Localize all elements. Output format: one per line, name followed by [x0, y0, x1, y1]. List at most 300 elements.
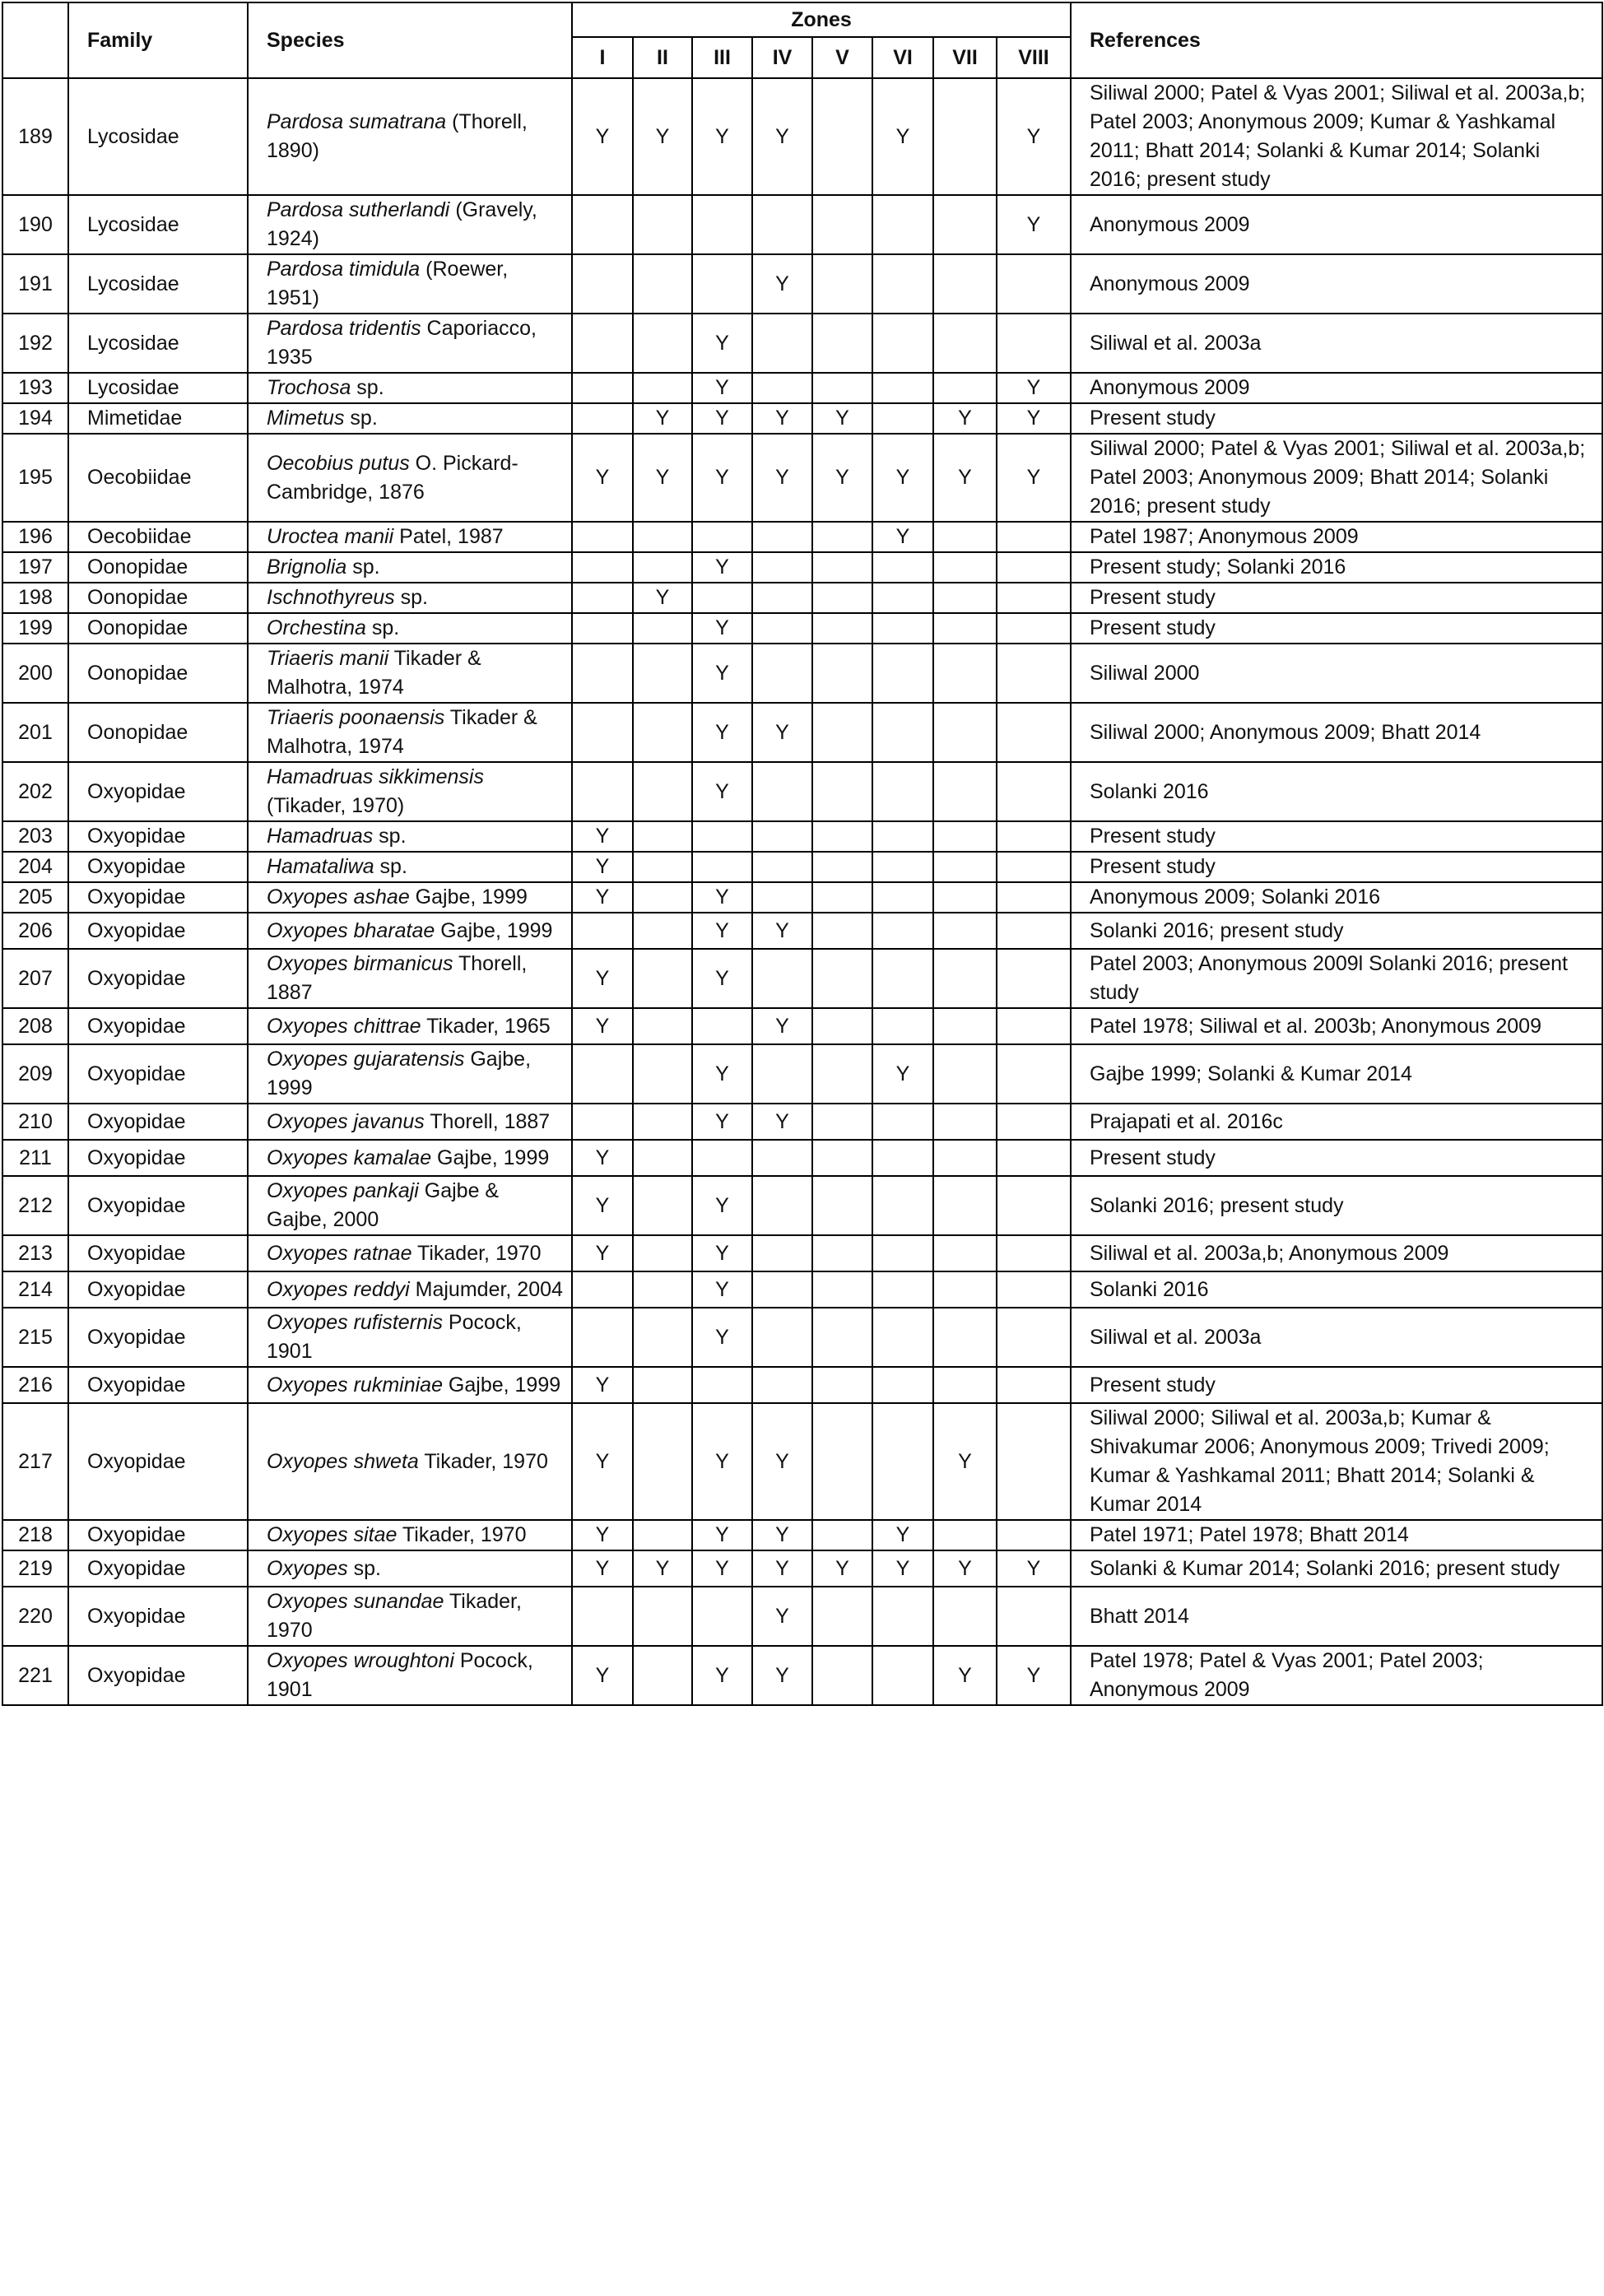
zone-cell-2: [633, 1104, 692, 1140]
family-cell: Oxyopidae: [68, 1308, 248, 1367]
family-cell: Oxyopidae: [68, 1008, 248, 1044]
zone-cell-7: [933, 1176, 997, 1235]
species-authority: Gajbe, 1999: [442, 1373, 561, 1397]
table-row: [2, 1403, 1602, 1520]
species-authority: Tikader & Malhotra, 1974: [267, 647, 481, 699]
table-row: [2, 1104, 1602, 1140]
header-zone-5: V: [812, 37, 872, 78]
zone-cell-2: [633, 1008, 692, 1044]
references-cell: Siliwal 2000: [1071, 644, 1602, 703]
references-cell: Siliwal 2000; Anonymous 2009; Bhatt 2014: [1071, 703, 1602, 762]
zone-cell-5: [812, 314, 872, 373]
species-table: [2, 2, 1603, 1706]
zone-cell-5: [812, 1176, 872, 1235]
zone-cell-5: [812, 1587, 872, 1646]
species-cell: [248, 1235, 572, 1271]
zone-cell-7: [933, 762, 997, 821]
zone-cell-6: Y: [872, 78, 933, 195]
zone-cell-7: Y: [933, 403, 997, 434]
zone-cell-8: [997, 1104, 1071, 1140]
table-row: [2, 703, 1602, 762]
zone-cell-6: [872, 913, 933, 949]
zone-cell-3: Y: [692, 613, 752, 644]
zone-cell-7: [933, 852, 997, 882]
species-name: Oxyopes kamalae: [267, 1146, 432, 1169]
species-authority: sp.: [394, 586, 428, 609]
zone-cell-1: [572, 1587, 633, 1646]
zone-cell-7: [933, 254, 997, 314]
zone-cell-8: [997, 1271, 1071, 1308]
family-cell: Lycosidae: [68, 314, 248, 373]
header-family: Family: [68, 2, 248, 78]
references-cell: Anonymous 2009; Solanki 2016: [1071, 882, 1602, 913]
zone-cell-7: Y: [933, 1646, 997, 1705]
row-number: 190: [2, 195, 68, 254]
zone-cell-3: Y: [692, 644, 752, 703]
zone-cell-7: [933, 703, 997, 762]
species-name: Uroctea manii: [267, 525, 394, 548]
species-authority: Gajbe, 1999: [409, 885, 528, 909]
zone-cell-2: Y: [633, 583, 692, 613]
zone-cell-5: [812, 552, 872, 583]
zone-cell-6: Y: [872, 1550, 933, 1587]
zone-cell-3: Y: [692, 1104, 752, 1140]
species-authority: sp.: [346, 555, 380, 579]
species-authority: Gajbe, 1999: [431, 1146, 550, 1169]
species-authority: Gajbe & Gajbe, 2000: [267, 1179, 500, 1231]
species-cell: [248, 434, 572, 522]
zone-cell-8: [997, 254, 1071, 314]
zone-cell-3: Y: [692, 913, 752, 949]
zone-cell-5: Y: [812, 1550, 872, 1587]
species-authority: (Tikader, 1970): [267, 794, 405, 817]
family-cell: Oxyopidae: [68, 1176, 248, 1235]
zone-cell-2: [633, 1308, 692, 1367]
table-row: [2, 1008, 1602, 1044]
zone-cell-2: [633, 1587, 692, 1646]
species-name: Oxyopes rufisternis: [267, 1311, 443, 1334]
species-name: Oxyopes sitae: [267, 1523, 398, 1546]
zone-cell-2: [633, 373, 692, 403]
zone-cell-2: [633, 1520, 692, 1550]
zone-cell-6: Y: [872, 1044, 933, 1104]
references-cell: Gajbe 1999; Solanki & Kumar 2014: [1071, 1044, 1602, 1104]
zone-cell-3: [692, 1587, 752, 1646]
zone-cell-8: [997, 1587, 1071, 1646]
zone-cell-7: [933, 78, 997, 195]
family-cell: Oonopidae: [68, 613, 248, 644]
row-number: 197: [2, 552, 68, 583]
zone-cell-6: [872, 552, 933, 583]
references-cell: Present study: [1071, 821, 1602, 852]
zone-cell-8: [997, 821, 1071, 852]
zone-cell-5: [812, 195, 872, 254]
row-number: 204: [2, 852, 68, 882]
zone-cell-5: [812, 1271, 872, 1308]
header-zone-1: I: [572, 37, 633, 78]
zone-cell-1: Y: [572, 1646, 633, 1705]
zone-cell-8: [997, 1235, 1071, 1271]
species-name: Pardosa timidula: [267, 258, 421, 281]
zone-cell-1: Y: [572, 1235, 633, 1271]
zone-cell-3: [692, 1367, 752, 1403]
zone-cell-2: [633, 1140, 692, 1176]
zone-cell-6: [872, 1104, 933, 1140]
references-cell: Siliwal 2000; Siliwal et al. 2003a,b; Kumar & Shivakumar 2006; Anonymous 2009; Trivedi 2009; Kumar & Yashkamal 2011; Bhatt 2014; Solanki & Kumar 2014: [1071, 1403, 1602, 1520]
species-name: Oxyopes shweta: [267, 1449, 419, 1473]
zone-cell-3: Y: [692, 1403, 752, 1520]
family-cell: Oxyopidae: [68, 762, 248, 821]
header-references: References: [1071, 2, 1602, 78]
species-authority: (Gravely, 1924): [267, 198, 537, 250]
species-cell: [248, 254, 572, 314]
zone-cell-5: [812, 1403, 872, 1520]
zone-cell-2: [633, 613, 692, 644]
family-cell: Lycosidae: [68, 254, 248, 314]
table-row: [2, 195, 1602, 254]
references-cell: Solanki 2016; present study: [1071, 913, 1602, 949]
species-name: Oxyopes pankaji: [267, 1179, 419, 1202]
header-zone-8: VIII: [997, 37, 1071, 78]
row-number: 219: [2, 1550, 68, 1587]
species-cell: [248, 583, 572, 613]
zone-cell-4: Y: [752, 434, 812, 522]
zone-cell-4: Y: [752, 403, 812, 434]
table-row: [2, 1367, 1602, 1403]
zone-cell-3: Y: [692, 1308, 752, 1367]
species-cell: [248, 1271, 572, 1308]
zone-cell-2: Y: [633, 1550, 692, 1587]
zone-cell-1: Y: [572, 1403, 633, 1520]
species-cell: [248, 1176, 572, 1235]
zone-cell-3: [692, 821, 752, 852]
zone-cell-1: [572, 644, 633, 703]
zone-cell-2: [633, 703, 692, 762]
species-authority: Tikader, 1970: [411, 1241, 542, 1265]
table-row: [2, 644, 1602, 703]
zone-cell-3: Y: [692, 434, 752, 522]
zone-cell-4: [752, 373, 812, 403]
zone-cell-6: [872, 1308, 933, 1367]
zone-cell-5: [812, 1367, 872, 1403]
zone-cell-5: [812, 821, 872, 852]
species-authority: O. Pickard-Cambridge, 1876: [267, 451, 518, 504]
species-authority: Patel, 1987: [393, 525, 504, 548]
zone-cell-5: [812, 762, 872, 821]
zone-cell-5: [812, 254, 872, 314]
zone-cell-1: [572, 1271, 633, 1308]
header-row: [2, 2, 1602, 37]
zone-cell-1: Y: [572, 821, 633, 852]
species-cell: [248, 78, 572, 195]
table-row: [2, 1271, 1602, 1308]
species-authority: sp.: [351, 376, 384, 399]
zone-cell-6: [872, 195, 933, 254]
zone-cell-8: Y: [997, 434, 1071, 522]
zone-cell-4: [752, 522, 812, 552]
zone-cell-1: Y: [572, 882, 633, 913]
family-cell: Oxyopidae: [68, 1235, 248, 1271]
zone-cell-8: [997, 552, 1071, 583]
family-cell: Oonopidae: [68, 583, 248, 613]
zone-cell-6: [872, 852, 933, 882]
references-cell: Anonymous 2009: [1071, 373, 1602, 403]
species-name: Oxyopes sunandae: [267, 1590, 444, 1613]
zone-cell-8: [997, 1520, 1071, 1550]
zone-cell-4: [752, 1044, 812, 1104]
zone-cell-3: Y: [692, 552, 752, 583]
table-row: [2, 852, 1602, 882]
zone-cell-2: [633, 821, 692, 852]
species-authority: Pocock, 1901: [267, 1311, 522, 1363]
zone-cell-6: [872, 1403, 933, 1520]
row-number: 207: [2, 949, 68, 1008]
zone-cell-6: [872, 583, 933, 613]
zone-cell-8: Y: [997, 195, 1071, 254]
references-cell: Solanki & Kumar 2014; Solanki 2016; present study: [1071, 1550, 1602, 1587]
zone-cell-7: Y: [933, 1550, 997, 1587]
zone-cell-8: [997, 1403, 1071, 1520]
zone-cell-4: Y: [752, 254, 812, 314]
zone-cell-4: [752, 762, 812, 821]
zone-cell-2: [633, 882, 692, 913]
zone-cell-5: [812, 703, 872, 762]
zone-cell-2: [633, 913, 692, 949]
zone-cell-6: [872, 1587, 933, 1646]
row-number: 203: [2, 821, 68, 852]
zone-cell-6: [872, 314, 933, 373]
references-cell: Siliwal et al. 2003a: [1071, 1308, 1602, 1367]
zone-cell-8: [997, 762, 1071, 821]
table-row: [2, 552, 1602, 583]
zone-cell-6: [872, 613, 933, 644]
zone-cell-5: [812, 373, 872, 403]
zone-cell-4: [752, 882, 812, 913]
zone-cell-4: [752, 552, 812, 583]
zone-cell-6: [872, 703, 933, 762]
row-number: 196: [2, 522, 68, 552]
zone-cell-8: Y: [997, 78, 1071, 195]
references-cell: Patel 1987; Anonymous 2009: [1071, 522, 1602, 552]
zone-cell-1: [572, 762, 633, 821]
zone-cell-8: [997, 314, 1071, 373]
row-number: 214: [2, 1271, 68, 1308]
references-cell: Patel 2003; Anonymous 2009l Solanki 2016; present study: [1071, 949, 1602, 1008]
zone-cell-7: [933, 882, 997, 913]
species-cell: [248, 1044, 572, 1104]
species-cell: [248, 1104, 572, 1140]
zone-cell-1: [572, 703, 633, 762]
zone-cell-6: [872, 644, 933, 703]
species-authority: sp.: [344, 407, 378, 430]
zone-cell-8: [997, 1367, 1071, 1403]
row-number: 189: [2, 78, 68, 195]
family-cell: Oecobiidae: [68, 522, 248, 552]
references-cell: Present study: [1071, 613, 1602, 644]
row-number: 221: [2, 1646, 68, 1705]
species-authority: Tikader, 1965: [421, 1014, 551, 1038]
zone-cell-7: [933, 949, 997, 1008]
row-number: 192: [2, 314, 68, 373]
table-row: [2, 1587, 1602, 1646]
zone-cell-2: [633, 1271, 692, 1308]
species-cell: [248, 913, 572, 949]
zone-cell-6: [872, 949, 933, 1008]
zone-cell-6: [872, 762, 933, 821]
zone-cell-3: Y: [692, 1176, 752, 1235]
row-number: 212: [2, 1176, 68, 1235]
family-cell: Oxyopidae: [68, 1367, 248, 1403]
zone-cell-2: Y: [633, 403, 692, 434]
zone-cell-1: Y: [572, 852, 633, 882]
table-row: [2, 403, 1602, 434]
references-cell: Solanki 2016: [1071, 762, 1602, 821]
zone-cell-5: [812, 1646, 872, 1705]
zone-cell-7: [933, 1271, 997, 1308]
references-cell: Solanki 2016: [1071, 1271, 1602, 1308]
species-name: Trochosa: [267, 376, 351, 399]
row-number: 211: [2, 1140, 68, 1176]
species-name: Triaeris manii: [267, 647, 389, 670]
species-name: Pardosa tridentis: [267, 317, 421, 340]
zone-cell-4: [752, 852, 812, 882]
species-name: Orchestina: [267, 616, 366, 639]
family-cell: Oonopidae: [68, 703, 248, 762]
species-authority: Tikader & Malhotra, 1974: [267, 706, 537, 758]
species-authority: (Thorell, 1890): [267, 110, 528, 162]
zone-cell-3: Y: [692, 373, 752, 403]
zone-cell-2: [633, 1176, 692, 1235]
zone-cell-3: Y: [692, 1646, 752, 1705]
species-authority: Thorell, 1887: [267, 952, 528, 1004]
family-cell: Lycosidae: [68, 195, 248, 254]
family-cell: Oxyopidae: [68, 1646, 248, 1705]
species-name: Triaeris poonaensis: [267, 706, 445, 729]
species-name: Oxyopes bharatae: [267, 918, 435, 942]
family-cell: Oecobiidae: [68, 434, 248, 522]
zone-cell-3: Y: [692, 1520, 752, 1550]
zone-cell-3: Y: [692, 1044, 752, 1104]
table-row: [2, 1235, 1602, 1271]
zone-cell-7: [933, 1008, 997, 1044]
species-cell: [248, 373, 572, 403]
zone-cell-4: [752, 195, 812, 254]
references-cell: Siliwal et al. 2003a,b; Anonymous 2009: [1071, 1235, 1602, 1271]
species-authority: sp.: [373, 825, 407, 848]
species-cell: [248, 644, 572, 703]
table-body: [2, 78, 1602, 1705]
row-number: 199: [2, 613, 68, 644]
zone-cell-5: [812, 1044, 872, 1104]
zone-cell-4: [752, 644, 812, 703]
species-authority: Majumder, 2004: [409, 1277, 563, 1301]
species-cell: [248, 949, 572, 1008]
zone-cell-4: [752, 1235, 812, 1271]
references-cell: Siliwal et al. 2003a: [1071, 314, 1602, 373]
row-number: 201: [2, 703, 68, 762]
family-cell: Oxyopidae: [68, 913, 248, 949]
zone-cell-7: [933, 1367, 997, 1403]
zone-cell-6: [872, 882, 933, 913]
zone-cell-4: Y: [752, 1550, 812, 1587]
table-row: [2, 254, 1602, 314]
species-authority: Caporiacco, 1935: [267, 317, 537, 369]
species-cell: [248, 1646, 572, 1705]
zone-cell-7: [933, 314, 997, 373]
references-cell: Present study: [1071, 1140, 1602, 1176]
header-zone-2: II: [633, 37, 692, 78]
table-row: [2, 314, 1602, 373]
zone-cell-7: [933, 1140, 997, 1176]
zone-cell-1: Y: [572, 1550, 633, 1587]
zone-cell-1: Y: [572, 78, 633, 195]
zone-cell-7: [933, 1044, 997, 1104]
zone-cell-5: [812, 78, 872, 195]
species-cell: [248, 1520, 572, 1550]
zone-cell-8: [997, 644, 1071, 703]
family-cell: Mimetidae: [68, 403, 248, 434]
species-name: Oxyopes ratnae: [267, 1241, 412, 1265]
zone-cell-3: Y: [692, 762, 752, 821]
species-cell: [248, 613, 572, 644]
species-authority: sp.: [365, 616, 400, 639]
species-name: Oxyopes chittrae: [267, 1014, 421, 1038]
zone-cell-5: [812, 522, 872, 552]
zone-cell-4: [752, 1271, 812, 1308]
species-name: Pardosa sumatrana: [267, 110, 447, 133]
zone-cell-6: [872, 1367, 933, 1403]
zone-cell-4: [752, 1308, 812, 1367]
species-authority: Pocock, 1901: [267, 1649, 533, 1701]
header-zone-6: VI: [872, 37, 933, 78]
species-cell: [248, 403, 572, 434]
row-number: 213: [2, 1235, 68, 1271]
zone-cell-8: [997, 1044, 1071, 1104]
row-number: 198: [2, 583, 68, 613]
family-cell: Oxyopidae: [68, 882, 248, 913]
zone-cell-7: [933, 613, 997, 644]
row-number: 208: [2, 1008, 68, 1044]
zone-cell-8: [997, 1176, 1071, 1235]
zone-cell-1: [572, 314, 633, 373]
zone-cell-2: [633, 1646, 692, 1705]
zone-cell-1: [572, 1044, 633, 1104]
zone-cell-3: Y: [692, 403, 752, 434]
references-cell: Patel 1971; Patel 1978; Bhatt 2014: [1071, 1520, 1602, 1550]
zone-cell-2: [633, 852, 692, 882]
zone-cell-6: Y: [872, 1520, 933, 1550]
zone-cell-3: [692, 852, 752, 882]
species-authority: sp.: [347, 1556, 381, 1580]
references-cell: Prajapati et al. 2016c: [1071, 1104, 1602, 1140]
zone-cell-3: [692, 1008, 752, 1044]
zone-cell-4: Y: [752, 78, 812, 195]
row-number: 193: [2, 373, 68, 403]
species-authority: Gajbe, 1999: [267, 1048, 532, 1099]
species-cell: [248, 195, 572, 254]
row-number: 205: [2, 882, 68, 913]
zone-cell-7: [933, 913, 997, 949]
zone-cell-3: [692, 254, 752, 314]
row-number: 195: [2, 434, 68, 522]
table-row: [2, 1520, 1602, 1550]
species-authority: (Roewer, 1951): [267, 258, 509, 309]
species-cell: [248, 882, 572, 913]
table-row: [2, 1044, 1602, 1104]
species-name: Oxyopes birmanicus: [267, 952, 453, 975]
row-number: 210: [2, 1104, 68, 1140]
zone-cell-4: Y: [752, 1403, 812, 1520]
